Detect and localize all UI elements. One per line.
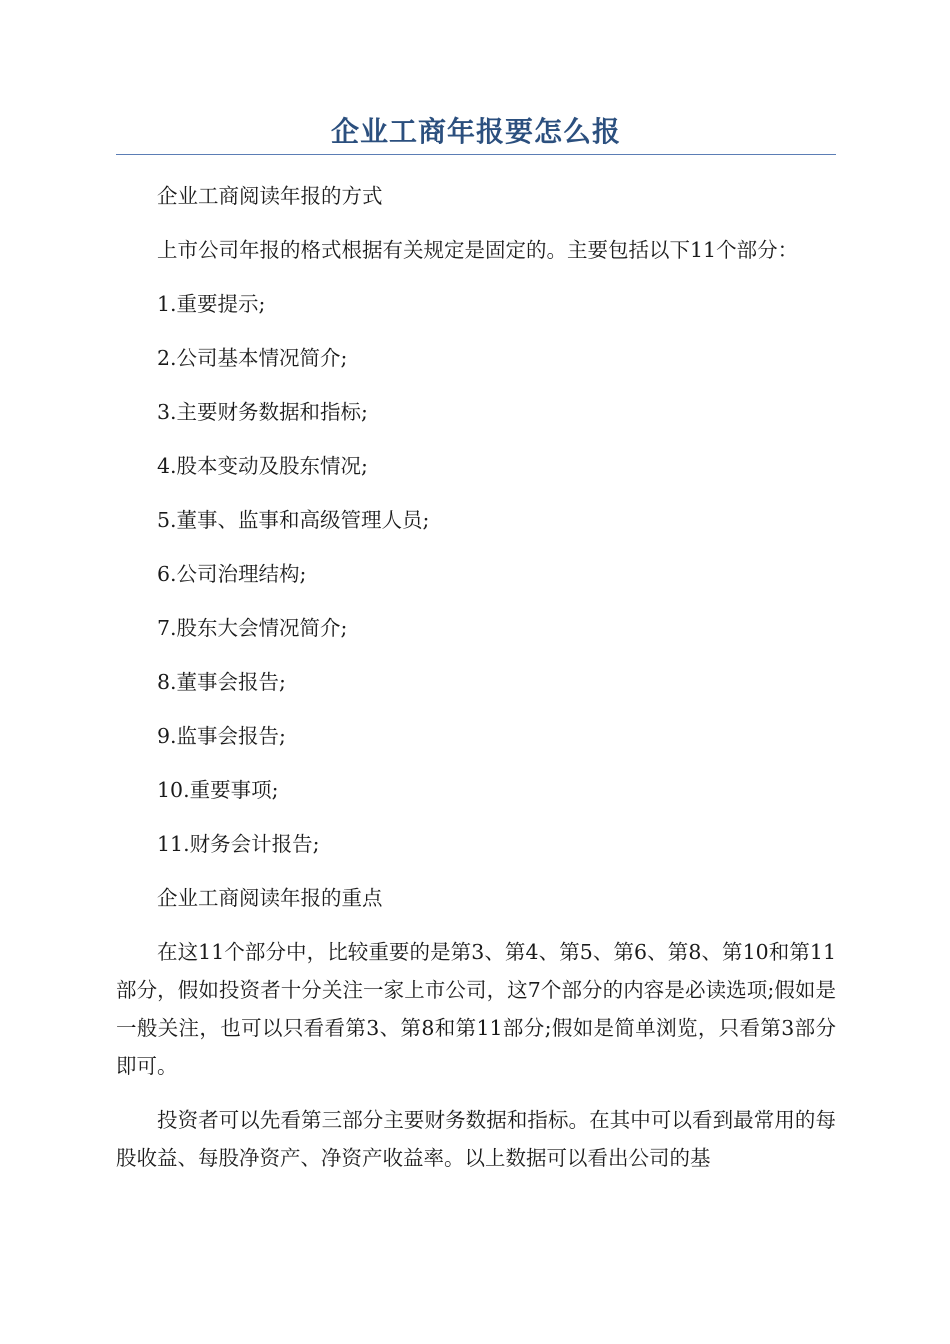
list-item: 10.重要事项; (157, 778, 279, 802)
document-title: 企业工商年报要怎么报 (116, 112, 836, 155)
list-item: 6.公司治理结构; (157, 562, 307, 586)
list-item: 3.主要财务数据和指标; (157, 400, 368, 424)
section-heading-methods: 企业工商阅读年报的方式 (157, 184, 383, 208)
paragraph-key-parts: 在这11个部分中，比较重要的是第3、第4、第5、第6、第8、第10和第11部分，假如投资者十分关注一家上市公司，这7个部分的内容是必读选项;假如是一般关注，也可以只看看第3、第8和第11部分;假如是简单浏览，只看第3部分即可。 (116, 940, 836, 1078)
paragraph-financial-data: 投资者可以先看第三部分主要财务数据和指标。在其中可以看到最常用的每股收益、每股净资产、净资产收益率。以上数据可以看出公司的基 (116, 1108, 836, 1170)
list-item: 11.财务会计报告; (157, 832, 320, 856)
list-item: 7.股东大会情况简介; (157, 616, 348, 640)
list-item: 9.监事会报告; (157, 724, 286, 748)
list-item: 2.公司基本情况简介; (157, 346, 348, 370)
list-item: 4.股本变动及股东情况; (157, 454, 368, 478)
list-item: 8.董事会报告; (157, 670, 286, 694)
document-page (116, 112, 836, 1193)
document-body (116, 177, 836, 1177)
list-item: 1.重要提示; (157, 292, 266, 316)
paragraph-intro: 上市公司年报的格式根据有关规定是固定的。主要包括以下11个部分： (157, 238, 799, 262)
section-heading-key-points: 企业工商阅读年报的重点 (157, 886, 383, 910)
list-item: 5.董事、监事和高级管理人员; (157, 508, 430, 532)
